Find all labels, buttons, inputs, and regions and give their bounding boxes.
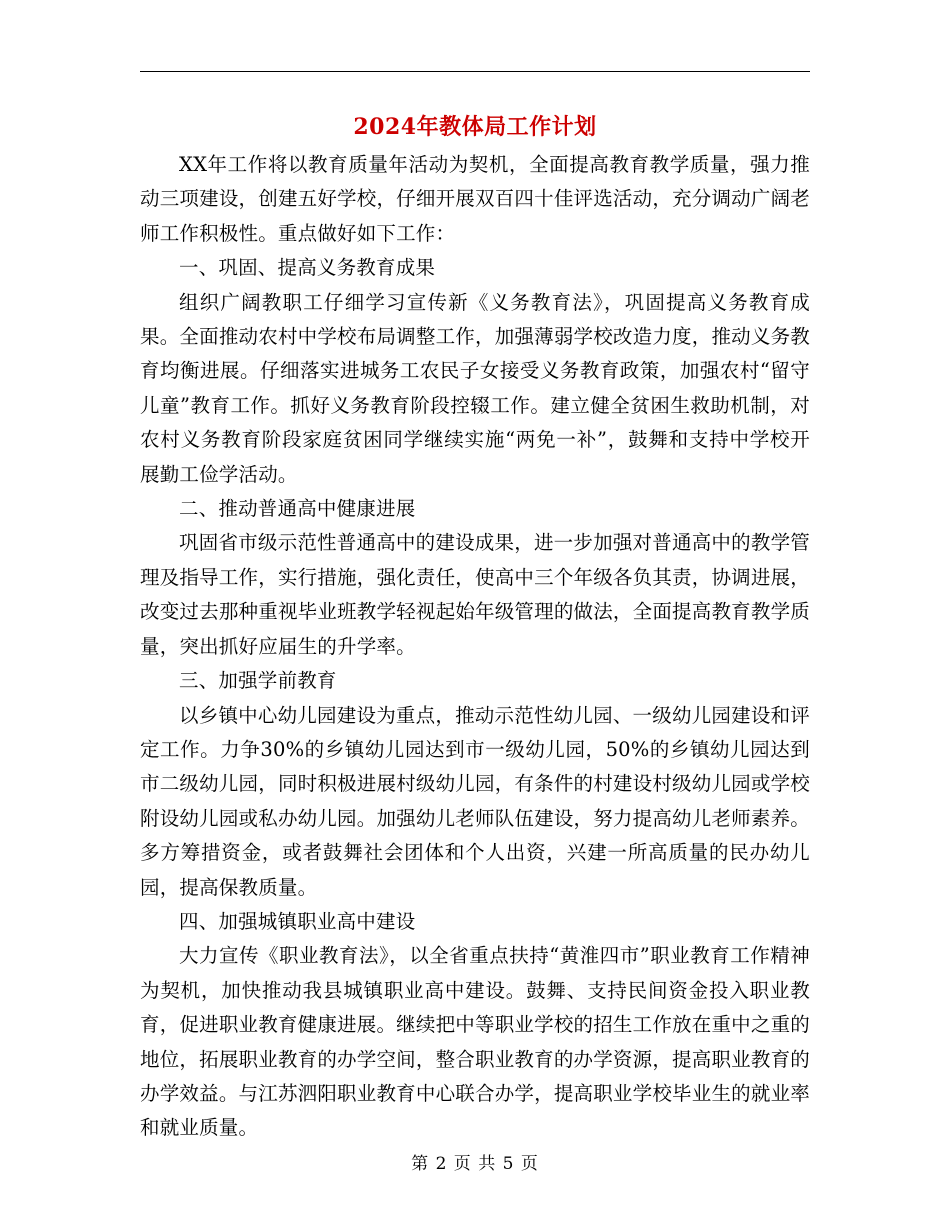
section-heading-3: 三、加强学前教育 — [179, 669, 337, 693]
section-body-3: 以乡镇中心幼儿园建设为重点，推动示范性幼儿园、一级幼儿园建设和评定工作。力争30%的乡镇幼儿园达到市一级幼儿园，50%的乡镇幼儿园达到市二级幼儿园，同时积极进展村级幼儿园，有条件的村建设村级幼儿园或学校附设幼儿园或私办幼儿园。加强幼儿老师队伍建设，努力提高幼儿老师素养。多方筹措资金，或者鼓舞社会团体和个人出资，兴建一所高质量的民办幼儿园，提高保教质量。 — [140, 703, 810, 899]
section-body-2: 巩固省市级示范性普通高中的建设成果，进一步加强对普通高中的教学管理及指导工作，实行措施，强化责任，使高中三个年级各负其责，协调进展，改变过去那种重视毕业班教学轻视起始年级管理的做法，全面提高教育教学质量，突出抓好应届生的升学率。 — [140, 531, 810, 658]
page-number-footer: 第 2 页 共 5 页 — [411, 1154, 539, 1174]
header-rule — [140, 71, 810, 72]
section-body-4: 大力宣传《职业教育法》，以全省重点扶持“黄淮四市”职业教育工作精神为契机，加快推动我县城镇职业高中建设。鼓舞、支持民间资金投入职业教育，促进职业教育健康进展。继续把中等职业学校的招生工作放在重中之重的地位，拓展职业教育的办学空间，整合职业教育的办学资源，提高职业教育的办学效益。与江苏泗阳职业教育中心联合办学，提高职业学校毕业生的就业率和就业质量。 — [140, 944, 810, 1140]
section-heading-1: 一、巩固、提高义务教育成果 — [179, 256, 436, 280]
section-body-1: 组织广阔教职工仔细学习宣传新《义务教育法》，巩固提高义务教育成果。全面推动农村中学校布局调整工作，加强薄弱学校改造力度，推动义务教育均衡进展。仔细落实进城务工农民子女接受义务教育政策，加强农村“留守儿童”教育工作。抓好义务教育阶段控辍工作。建立健全贫困生救助机制，对农村义务教育阶段家庭贫困同学继续实施“两免一补”，鼓舞和支持中学校开展勤工俭学活动。 — [140, 290, 810, 486]
section-heading-4: 四、加强城镇职业高中建设 — [179, 909, 416, 933]
document-title: 2024年教体局工作计划 — [353, 114, 597, 140]
document-body — [140, 148, 810, 1146]
intro-paragraph: XX年工作将以教育质量年活动为契机，全面提高教育教学质量，强力推动三项建设，创建五好学校，仔细开展双百四十佳评选活动，充分调动广阔老师工作积极性。重点做好如下工作： — [140, 153, 810, 245]
section-heading-2: 二、推动普通高中健康进展 — [179, 497, 416, 521]
